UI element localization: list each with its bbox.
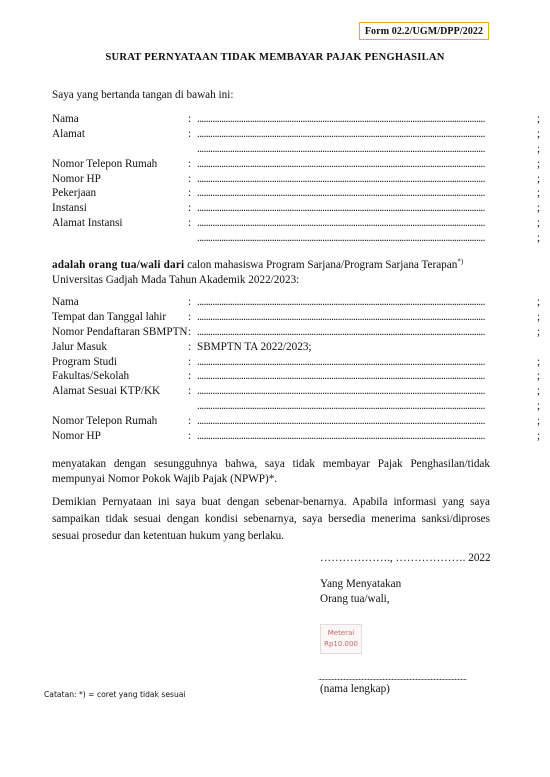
intro-text: Saya yang bertanda tangan di bawah ini: (52, 89, 234, 101)
fill-in-line: ................................................................................................................................... (197, 415, 485, 428)
semicolon: ; (537, 385, 541, 398)
fill-in-line: ................................................................................................................................... (197, 172, 485, 185)
student-label: Program Studi (52, 355, 117, 368)
catatan-note: Catatan: *) = coret yang tidak sesuai (44, 690, 186, 699)
semicolon: ; (537, 296, 541, 308)
fill-in-line: ................................................................................................................................... (197, 430, 485, 443)
student-label: Fakultas/Sekolah (52, 370, 130, 383)
colon: : (188, 172, 192, 185)
semicolon: ; (537, 142, 541, 155)
colon: : (188, 113, 192, 125)
stamp-label: Meterai (327, 629, 355, 637)
semicolon: ; (537, 400, 541, 413)
student-label: Nama (52, 296, 79, 308)
signature-line: ................................................................................................... (318, 673, 467, 682)
colon: : (188, 370, 192, 383)
statement-sup: *) (457, 257, 464, 266)
fill-in-line: ................................................................................................................................... (197, 310, 485, 323)
parent-label: Alamat (52, 127, 85, 140)
meterai-stamp (320, 624, 362, 654)
semicolon: ; (537, 217, 541, 230)
parent-label: Instansi (52, 202, 87, 215)
statement-rest: calon mahasiswa Program Sarjana/Program Sarjana Terapan (184, 259, 458, 271)
stamp-value: Rp10.000 (324, 640, 358, 648)
fill-in-line: ................................................................................................................................... (197, 113, 485, 125)
fill-in-line: ................................................................................................................................... (197, 202, 485, 215)
parent-label: Pekerjaan (52, 187, 97, 200)
student-label: Tempat dan Tanggal lahir (52, 310, 167, 323)
colon: : (188, 202, 192, 215)
semicolon: ; (537, 310, 541, 323)
fill-in-line: ................................................................................................................................... (197, 187, 485, 200)
colon: : (188, 217, 192, 230)
semicolon: ; (537, 415, 541, 428)
fill-in-line: ................................................................................................................................... (197, 217, 485, 230)
fill-in-line: ................................................................................................................................... (197, 127, 485, 140)
fill-in-line: ................................................................................................................................... (197, 325, 485, 338)
colon: : (188, 415, 192, 428)
colon: : (188, 187, 192, 200)
semicolon: ; (537, 187, 541, 200)
colon: : (188, 296, 192, 308)
colon: : (188, 127, 192, 140)
semicolon: ; (537, 172, 541, 185)
semicolon: ; (537, 202, 541, 215)
parent-label: Nomor Telepon Rumah (52, 157, 158, 170)
colon: : (188, 355, 192, 368)
fill-in-line: ................................................................................................................................... (197, 370, 485, 383)
fill-in-line: ................................................................................................................................... (197, 296, 485, 308)
colon: : (188, 157, 192, 170)
fill-in-line: ................................................................................................................................... (197, 385, 485, 398)
signer-role: Orang tua/wali, (320, 593, 390, 605)
semicolon: ; (537, 127, 541, 140)
student-value: SBMPTN TA 2022/2023; (197, 340, 312, 353)
document-title: SURAT PERNYATAAN TIDAK MEMBAYAR PAJAK PENGHASILAN (105, 52, 445, 63)
fill-in-line: ................................................................................................................................... (197, 400, 485, 413)
statement-bold: adalah orang tua/wali dari (52, 259, 185, 271)
colon: : (188, 340, 192, 353)
colon: : (188, 430, 192, 443)
semicolon: ; (537, 113, 541, 125)
colon: : (188, 310, 192, 323)
student-label: Alamat Sesuai KTP/KK (52, 385, 161, 398)
fill-in-line: ................................................................................................................................... (197, 355, 485, 368)
statement-line2: Universitas Gadjah Mada Tahun Akademik 2022/2023: (52, 273, 300, 286)
colon: : (188, 325, 192, 338)
semicolon: ; (537, 232, 541, 245)
semicolon: ; (537, 325, 541, 338)
student-label: Nomor Pendaftaran SBMPTN (52, 325, 188, 338)
signer-title: Yang Menyatakan (320, 578, 402, 590)
parent-label: Nama (52, 113, 79, 125)
colon: : (188, 385, 192, 398)
student-label: Nomor HP (52, 430, 101, 443)
semicolon: ; (537, 157, 541, 170)
fill-in-line: ................................................................................................................................... (197, 142, 485, 155)
form-code-box: Form 02.2/UGM/DPP/2022 (359, 22, 489, 40)
semicolon: ; (537, 370, 541, 383)
fill-in-line: ................................................................................................................................... (197, 157, 485, 170)
student-label: Nomor Telepon Rumah (52, 415, 158, 428)
closing-paragraph: Demikian Pernyataan ini saya buat dengan sebenar-benarnya. Apabila informasi yang saya sampaikan tidak sesuai dengan kondisi sebenarnya, saya bersedia menerima sanksi/diproses sesuai prosedur dan ketentuan hukum yang berlaku. (52, 496, 490, 542)
declaration-paragraph: menyatakan dengan sesungguhnya bahwa, saya tidak membayar Pajak Penghasilan/tidak mempunyai Nomor Pokok Wajib Pajak (NPWP)*. (52, 458, 490, 485)
place-date-line: ………………., ………………. 2022 (320, 552, 491, 564)
parent-label: Alamat Instansi (52, 217, 123, 230)
fill-in-line: ................................................................................................................................... (197, 232, 485, 245)
statement-paragraph (52, 258, 490, 287)
semicolon: ; (537, 430, 541, 443)
semicolon: ; (537, 355, 541, 368)
name-hint: (nama lengkap) (320, 683, 390, 695)
student-label: Jalur Masuk (52, 340, 107, 353)
parent-label: Nomor HP (52, 172, 101, 185)
